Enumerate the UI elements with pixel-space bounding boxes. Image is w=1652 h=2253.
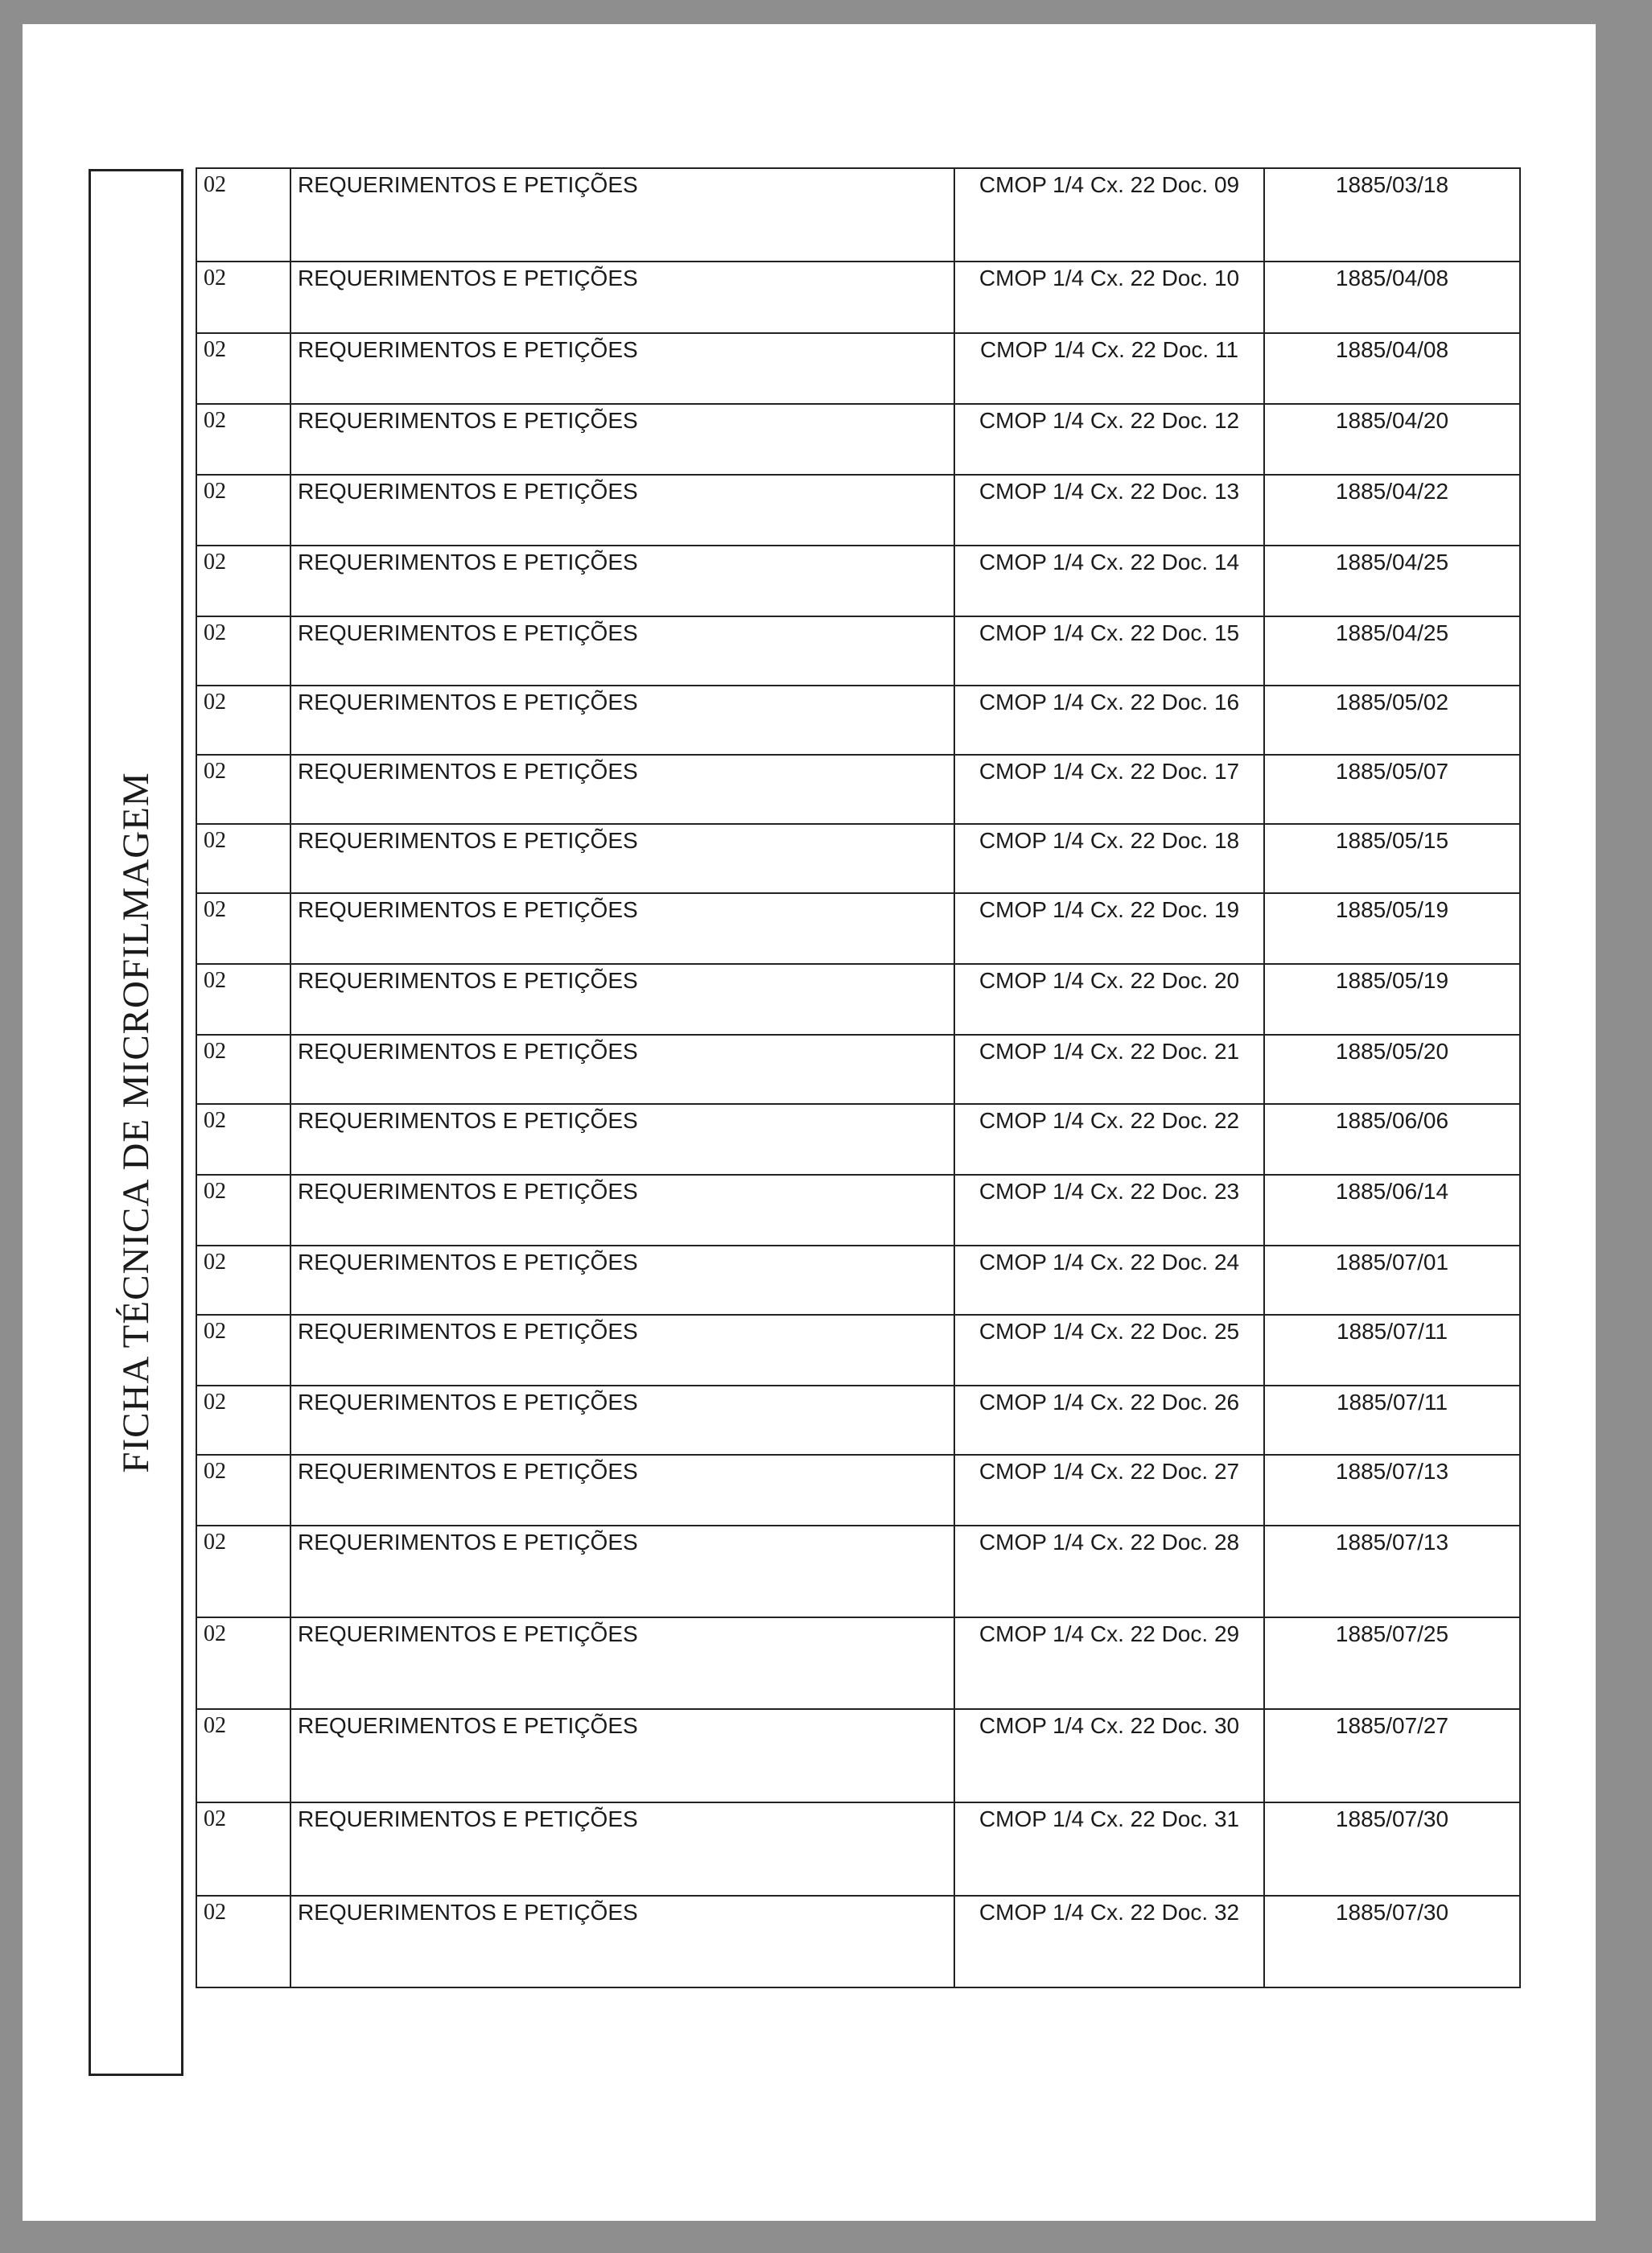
- row-date: 1885/07/13: [1264, 1455, 1520, 1526]
- row-reference: CMOP 1/4 Cx. 22 Doc. 32: [954, 1896, 1264, 1987]
- row-date: 1885/05/19: [1264, 964, 1520, 1035]
- row-title: REQUERIMENTOS E PETIÇÕES: [290, 475, 954, 546]
- row-number: 02: [196, 616, 290, 686]
- row-number: 02: [196, 1709, 290, 1802]
- row-date: 1885/04/22: [1264, 475, 1520, 546]
- table-row: [196, 964, 1520, 1035]
- row-title: REQUERIMENTOS E PETIÇÕES: [290, 546, 954, 616]
- row-number: 02: [196, 333, 290, 404]
- row-reference: CMOP 1/4 Cx. 22 Doc. 11: [954, 333, 1264, 404]
- row-title: REQUERIMENTOS E PETIÇÕES: [290, 1035, 954, 1104]
- row-reference: CMOP 1/4 Cx. 22 Doc. 25: [954, 1315, 1264, 1386]
- row-date: 1885/07/30: [1264, 1896, 1520, 1987]
- row-number: 02: [196, 404, 290, 475]
- row-number: 02: [196, 1617, 290, 1709]
- table-row: [196, 404, 1520, 475]
- table-row: [196, 1175, 1520, 1246]
- table-row: [196, 824, 1520, 893]
- table-row: [196, 1035, 1520, 1104]
- row-date: 1885/03/18: [1264, 168, 1520, 262]
- row-title: REQUERIMENTOS E PETIÇÕES: [290, 404, 954, 475]
- row-number: 02: [196, 546, 290, 616]
- table-row: [196, 262, 1520, 333]
- table-row: [196, 475, 1520, 546]
- row-title: REQUERIMENTOS E PETIÇÕES: [290, 964, 954, 1035]
- row-number: 02: [196, 262, 290, 333]
- table-row: [196, 686, 1520, 755]
- table-row: [196, 1246, 1520, 1315]
- row-title: REQUERIMENTOS E PETIÇÕES: [290, 1246, 954, 1315]
- row-title: REQUERIMENTOS E PETIÇÕES: [290, 333, 954, 404]
- row-reference: CMOP 1/4 Cx. 22 Doc. 28: [954, 1526, 1264, 1617]
- row-number: 02: [196, 964, 290, 1035]
- row-number: 02: [196, 1246, 290, 1315]
- row-number: 02: [196, 1386, 290, 1455]
- row-title: REQUERIMENTOS E PETIÇÕES: [290, 1455, 954, 1526]
- row-reference: CMOP 1/4 Cx. 22 Doc. 13: [954, 475, 1264, 546]
- row-reference: CMOP 1/4 Cx. 22 Doc. 18: [954, 824, 1264, 893]
- row-date: 1885/04/20: [1264, 404, 1520, 475]
- row-number: 02: [196, 1315, 290, 1386]
- row-number: 02: [196, 1526, 290, 1617]
- row-date: 1885/05/07: [1264, 755, 1520, 824]
- row-date: 1885/04/08: [1264, 262, 1520, 333]
- row-date: 1885/07/01: [1264, 1246, 1520, 1315]
- row-number: 02: [196, 1035, 290, 1104]
- row-reference: CMOP 1/4 Cx. 22 Doc. 20: [954, 964, 1264, 1035]
- row-title: REQUERIMENTOS E PETIÇÕES: [290, 168, 954, 262]
- row-reference: CMOP 1/4 Cx. 22 Doc. 26: [954, 1386, 1264, 1455]
- table-row: [196, 1104, 1520, 1175]
- table-row: [196, 1386, 1520, 1455]
- row-title: REQUERIMENTOS E PETIÇÕES: [290, 893, 954, 964]
- row-title: REQUERIMENTOS E PETIÇÕES: [290, 616, 954, 686]
- row-title: REQUERIMENTOS E PETIÇÕES: [290, 1315, 954, 1386]
- row-title: REQUERIMENTOS E PETIÇÕES: [290, 1802, 954, 1896]
- row-reference: CMOP 1/4 Cx. 22 Doc. 23: [954, 1175, 1264, 1246]
- row-title: REQUERIMENTOS E PETIÇÕES: [290, 1617, 954, 1709]
- table-row: [196, 168, 1520, 262]
- row-title: REQUERIMENTOS E PETIÇÕES: [290, 1386, 954, 1455]
- row-date: 1885/05/02: [1264, 686, 1520, 755]
- table-row: [196, 1315, 1520, 1386]
- row-date: 1885/07/11: [1264, 1315, 1520, 1386]
- row-number: 02: [196, 1104, 290, 1175]
- row-reference: CMOP 1/4 Cx. 22 Doc. 12: [954, 404, 1264, 475]
- row-date: 1885/04/08: [1264, 333, 1520, 404]
- row-number: 02: [196, 824, 290, 893]
- row-title: REQUERIMENTOS E PETIÇÕES: [290, 1896, 954, 1987]
- row-title: REQUERIMENTOS E PETIÇÕES: [290, 686, 954, 755]
- row-reference: CMOP 1/4 Cx. 22 Doc. 15: [954, 616, 1264, 686]
- row-title: REQUERIMENTOS E PETIÇÕES: [290, 1175, 954, 1246]
- row-number: 02: [196, 893, 290, 964]
- records-table-body: [196, 168, 1520, 1987]
- row-number: 02: [196, 1802, 290, 1896]
- records-table: [196, 167, 1521, 1988]
- row-number: 02: [196, 755, 290, 824]
- table-row: [196, 616, 1520, 686]
- table-row: [196, 1896, 1520, 1987]
- row-title: REQUERIMENTOS E PETIÇÕES: [290, 824, 954, 893]
- row-reference: CMOP 1/4 Cx. 22 Doc. 22: [954, 1104, 1264, 1175]
- side-title: FICHA TÉCNICA DE MICROFILMAGEM: [115, 772, 157, 1473]
- row-date: 1885/06/06: [1264, 1104, 1520, 1175]
- table-row: [196, 1526, 1520, 1617]
- table-row: [196, 333, 1520, 404]
- table-row: [196, 546, 1520, 616]
- row-date: 1885/07/13: [1264, 1526, 1520, 1617]
- row-date: 1885/05/19: [1264, 893, 1520, 964]
- row-title: REQUERIMENTOS E PETIÇÕES: [290, 1104, 954, 1175]
- row-reference: CMOP 1/4 Cx. 22 Doc. 27: [954, 1455, 1264, 1526]
- side-title-box: [89, 169, 183, 2076]
- row-reference: CMOP 1/4 Cx. 22 Doc. 19: [954, 893, 1264, 964]
- row-reference: CMOP 1/4 Cx. 22 Doc. 17: [954, 755, 1264, 824]
- row-title: REQUERIMENTOS E PETIÇÕES: [290, 1526, 954, 1617]
- table-row: [196, 1455, 1520, 1526]
- row-reference: CMOP 1/4 Cx. 22 Doc. 31: [954, 1802, 1264, 1896]
- row-number: 02: [196, 1175, 290, 1246]
- row-date: 1885/07/30: [1264, 1802, 1520, 1896]
- row-date: 1885/04/25: [1264, 546, 1520, 616]
- row-reference: CMOP 1/4 Cx. 22 Doc. 14: [954, 546, 1264, 616]
- row-reference: CMOP 1/4 Cx. 22 Doc. 30: [954, 1709, 1264, 1802]
- row-title: REQUERIMENTOS E PETIÇÕES: [290, 262, 954, 333]
- row-number: 02: [196, 475, 290, 546]
- row-date: 1885/07/27: [1264, 1709, 1520, 1802]
- row-reference: CMOP 1/4 Cx. 22 Doc. 16: [954, 686, 1264, 755]
- row-date: 1885/07/11: [1264, 1386, 1520, 1455]
- row-date: 1885/04/25: [1264, 616, 1520, 686]
- table-row: [196, 1709, 1520, 1802]
- row-number: 02: [196, 1455, 290, 1526]
- row-reference: CMOP 1/4 Cx. 22 Doc. 09: [954, 168, 1264, 262]
- row-date: 1885/07/25: [1264, 1617, 1520, 1709]
- row-reference: CMOP 1/4 Cx. 22 Doc. 29: [954, 1617, 1264, 1709]
- row-date: 1885/05/15: [1264, 824, 1520, 893]
- row-reference: CMOP 1/4 Cx. 22 Doc. 21: [954, 1035, 1264, 1104]
- row-reference: CMOP 1/4 Cx. 22 Doc. 10: [954, 262, 1264, 333]
- table-row: [196, 1802, 1520, 1896]
- row-reference: CMOP 1/4 Cx. 22 Doc. 24: [954, 1246, 1264, 1315]
- row-number: 02: [196, 1896, 290, 1987]
- table-row: [196, 893, 1520, 964]
- row-date: 1885/06/14: [1264, 1175, 1520, 1246]
- table-row: [196, 1617, 1520, 1709]
- row-date: 1885/05/20: [1264, 1035, 1520, 1104]
- row-title: REQUERIMENTOS E PETIÇÕES: [290, 1709, 954, 1802]
- row-title: REQUERIMENTOS E PETIÇÕES: [290, 755, 954, 824]
- row-number: 02: [196, 686, 290, 755]
- table-row: [196, 755, 1520, 824]
- row-number: 02: [196, 168, 290, 262]
